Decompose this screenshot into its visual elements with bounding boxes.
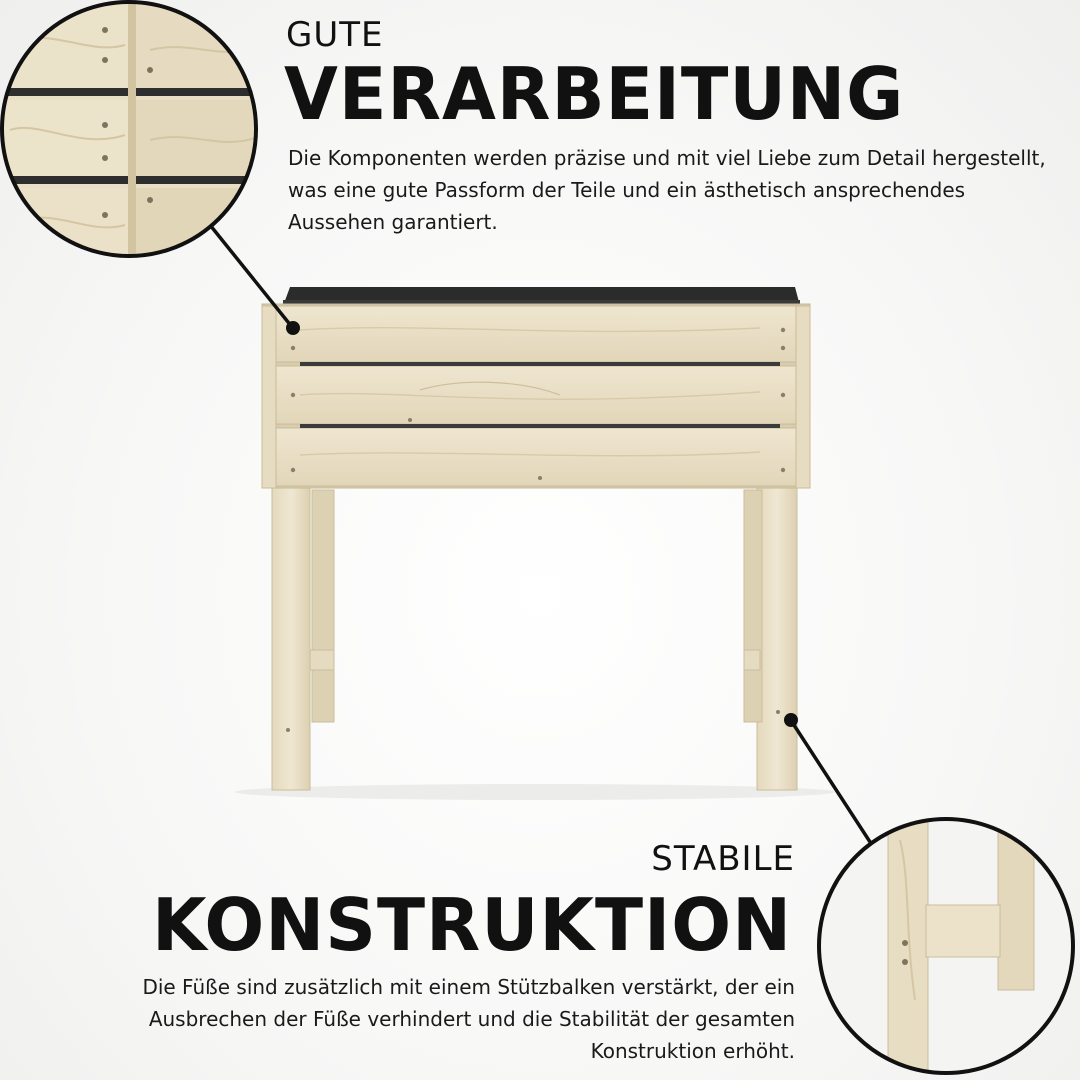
front-left-leg	[272, 485, 310, 790]
rear-left-leg	[312, 490, 334, 722]
feature-2-description: Die Füße sind zusätzlich mit einem Stützbalken verstärkt, der ein Ausbrechen der Füße verhindert und die Stabilität der gesamten Konstruktion erhöht.	[142, 975, 795, 1063]
feature-2-kicker: STABILE	[651, 839, 795, 879]
feature-1-kicker: GUTE	[286, 15, 384, 55]
rear-right-leg	[744, 490, 762, 722]
plank-gap	[300, 424, 780, 428]
callout-line-bottom	[792, 722, 872, 845]
feature-1-description: Die Komponenten werden präzise und mit viel Liebe zum Detail hergestellt, was eine gute Passform der Teile und ein ästhetisch ansprechendes Aussehen garantiert.	[288, 146, 1046, 234]
callout-dot-top	[286, 321, 300, 335]
left-support-beam	[310, 650, 334, 670]
callout-line-top	[210, 225, 292, 327]
right-support-beam	[744, 650, 760, 670]
plank-gap	[300, 362, 780, 366]
front-right-leg	[757, 485, 797, 790]
floor-shadow	[235, 784, 835, 800]
plank-top	[272, 306, 802, 362]
callout-dot-bottom	[784, 713, 798, 727]
feature-2-title: KONSTRUKTION	[151, 883, 792, 967]
detail-circle-support	[819, 819, 1073, 1080]
plank-bottom	[272, 428, 802, 486]
raised-bed	[262, 287, 810, 790]
feature-1-title: VERARBEITUNG	[284, 52, 905, 136]
detail-circle-joinery	[0, 0, 260, 268]
